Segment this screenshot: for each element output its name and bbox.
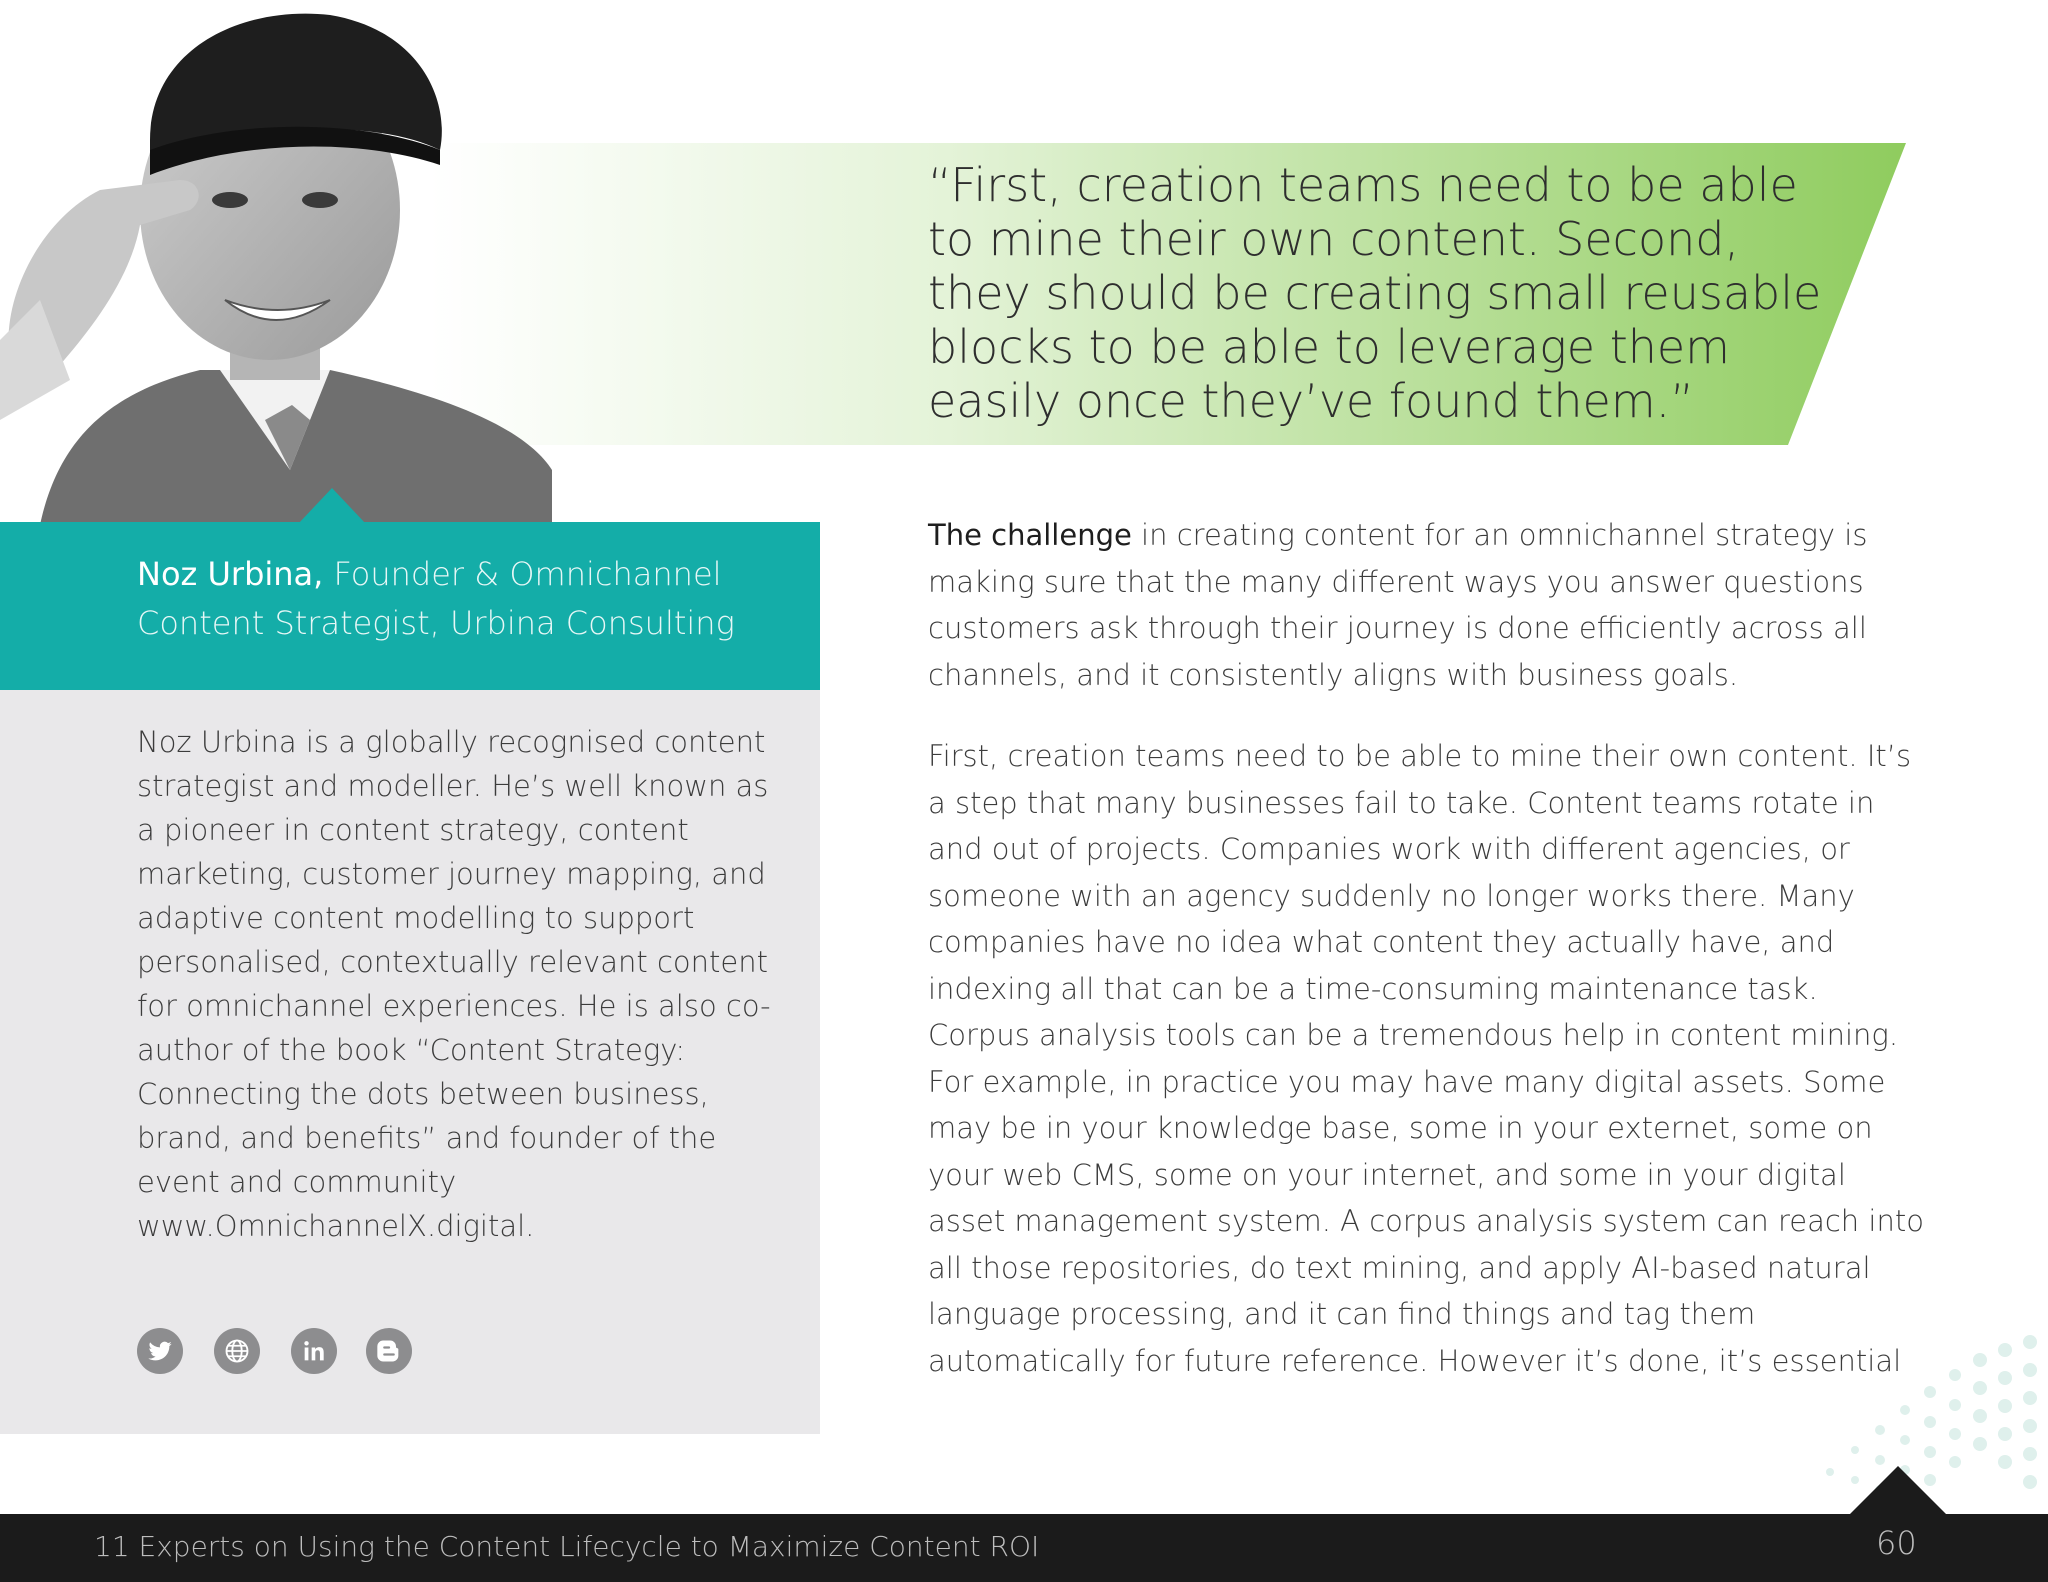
blogger-icon-glyph (375, 1337, 403, 1365)
twitter-icon-glyph (146, 1337, 174, 1365)
globe-icon[interactable] (214, 1328, 260, 1374)
globe-icon-glyph (223, 1337, 251, 1365)
page-number: 60 (1876, 1524, 1917, 1562)
author-credit (137, 550, 777, 648)
author-title: Founder & Omnichannel Content Strategist, Urbina Consulting (137, 555, 735, 642)
name-banner-notch (298, 488, 366, 524)
portrait-photo (0, 0, 560, 525)
body-paragraph-2: First, creation teams need to be able to mine their own content. It’s a step that many businesses fail to take. Content teams rotate in and out of projects. Companies work with different agencies, or someone with an agency suddenly no longer works there. Many companies have no idea what content they actually have, and indexing all that can be a time-consuming maintenance task. Corpus analysis tools can be a tremendous help in content mining. For example, in practice you may have many digital assets. Some may be in your knowledge base, some in your externet, some on your web CMS, some on your internet, and some in your digital asset management system. A corpus analysis system can reach into all those repositories, do text mining, and apply AI-based natural language processing, and it can find things and tag them automatically for future reference. However it’s done, it’s essential (928, 739, 1924, 1378)
footer-title: 11 Experts on Using the Content Lifecycle to Maximize Content ROI (94, 1530, 1040, 1563)
author-name: Noz Urbina, (137, 555, 324, 593)
twitter-icon[interactable] (137, 1328, 183, 1374)
linkedin-icon[interactable] (291, 1328, 337, 1374)
author-bio: Noz Urbina is a globally recognised content strategist and modeller. He’s well known as a pioneer in content strategy, content marketing, customer journey mapping, and adaptive content modelling to support personalised, contextually relevant content for omnichannel experiences. He is also co-author of the book “Content Strategy: Connecting the dots between business, brand, and benefits” and founder of the event and community www.OmnichannelX.digital. (137, 725, 771, 1243)
paragraph-1-text: in creating content for an omnichannel strategy is making sure that the many different ways you answer questions customers ask through their journey is done efficiently across all channels, and it consistently aligns with business goals. (928, 518, 1868, 692)
footer-notch (1848, 1466, 1948, 1516)
pull-quote: “First, creation teams need to be able to mine their own content. Second, they should be creating small reusable blocks to be able to leverage them easily once they’ve found them.” (928, 158, 1822, 428)
paragraph-lead: The challenge (928, 518, 1132, 552)
blogger-icon[interactable] (366, 1328, 412, 1374)
linkedin-icon-glyph (300, 1337, 328, 1365)
body-paragraph-1 (928, 512, 1928, 698)
